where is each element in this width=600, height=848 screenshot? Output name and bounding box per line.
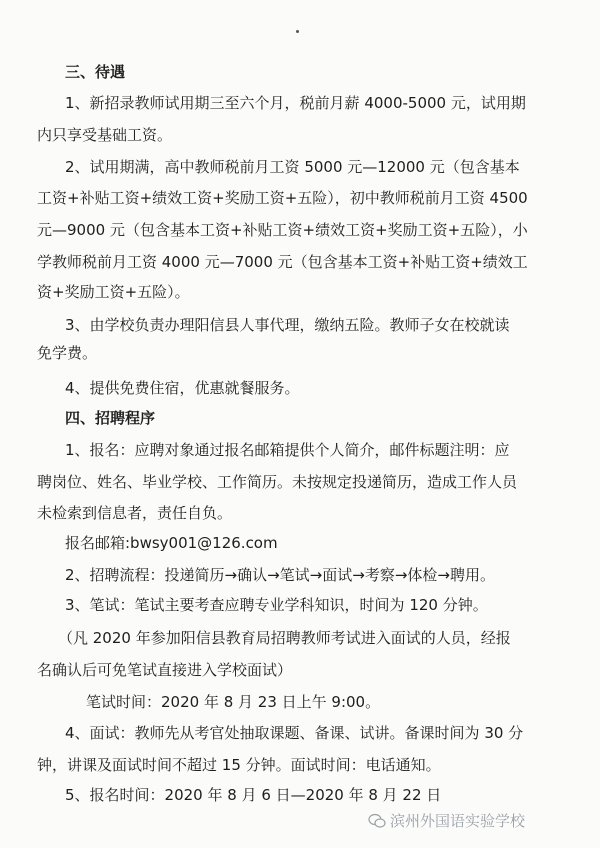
paragraph-line: （凡 2020 年参加阳信县教育局招聘教师考试进入面试的人员，经报 <box>58 629 511 647</box>
paragraph-line: 4、提供免费住宿，优惠就餐服务。 <box>65 379 300 397</box>
paragraph-line: 工资+补贴工资+绩效工资+奖励工资+五险），初中教师税前月工资 4500 <box>37 189 528 207</box>
paragraph-line: 2、招聘流程：投递简历→确认→笔试→面试→考察→体检→聘用。 <box>65 566 495 584</box>
section-heading-procedure: 四、招聘程序 <box>65 409 156 427</box>
paragraph-line: 钟，讲课及面试时间不超过 15 分钟。面试时间：电话通知。 <box>37 756 441 774</box>
paragraph-line: 3、由学校负责办理阳信县人事代理，缴纳五险。教师子女在校就读 <box>65 316 510 334</box>
paragraph-line: 聘岗位、姓名、毕业学校、工作简历。未按规定投递简历，造成工作人员 <box>37 473 518 491</box>
paragraph-line: 学教师税前月工资 4000 元—7000 元（包含基本工资+补贴工资+绩效工 <box>37 253 528 271</box>
registration-email: 报名邮箱:bwsy001@126.com <box>65 534 278 552</box>
paragraph-line: 名确认后可免笔试直接进入学校面试） <box>37 661 293 679</box>
scan-speck <box>296 30 299 33</box>
paragraph-line: 4、面试：教师先从考官处抽取课题、备课、试讲。备课时间为 30 分 <box>65 724 524 742</box>
paragraph-line: 1、新招录教师试用期三至六个月，税前月薪 4000-5000 元，试用期 <box>65 94 526 112</box>
paragraph-line: 2、试用期满，高中教师税前月工资 5000 元—12000 元（包含基本 <box>65 158 520 176</box>
paragraph-line: 1、报名：应聘对象通过报名邮箱提供个人简介，邮件标题注明：应 <box>65 441 510 459</box>
section-heading-benefits: 三、待遇 <box>65 63 126 81</box>
paragraph-line: 资+奖励工资+五险）。 <box>37 283 190 301</box>
paragraph-line: 3、笔试：笔试主要考查应聘专业学科知识，时间为 120 分钟。 <box>65 596 488 614</box>
wechat-icon <box>368 813 386 829</box>
paragraph-line: 内只享受基础工资。 <box>37 126 173 144</box>
paragraph-line: 未检索到信息者，责任自负。 <box>37 504 233 522</box>
written-exam-time: 笔试时间：2020 年 8 月 23 日上午 9:00。 <box>86 693 381 711</box>
watermark-text: 滨州外国语实验学校 <box>390 812 526 830</box>
registration-period: 5、报名时间：2020 年 8 月 6 日—2020 年 8 月 22 日 <box>65 786 442 804</box>
paragraph-line: 元—9000 元（包含基本工资+补贴工资+绩效工资+奖励工资+五险），小 <box>37 221 528 239</box>
watermark <box>368 810 525 831</box>
paragraph-line: 免学费。 <box>37 344 98 362</box>
